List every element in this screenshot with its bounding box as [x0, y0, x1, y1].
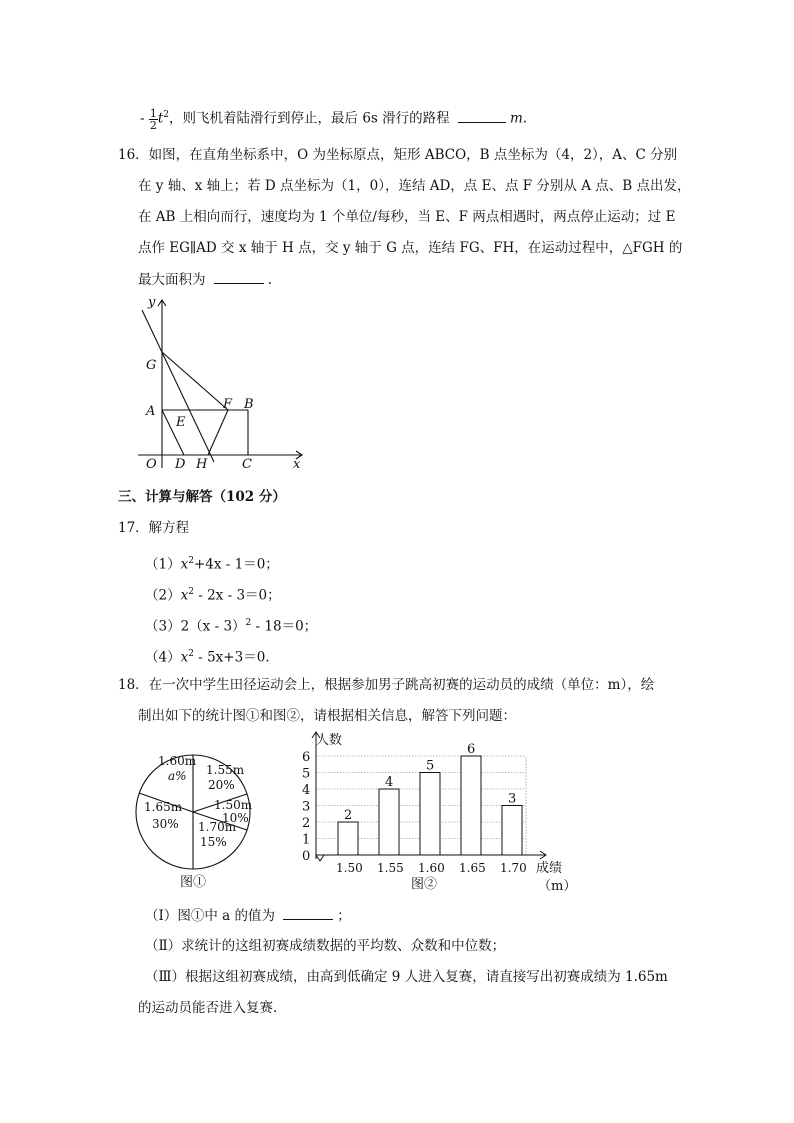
q16-line-4: 点作 EG∥AD 交 x 轴于 H 点，交 y 轴于 G 点，连结 FG、FH，在运动过程中，△FGH 的: [138, 240, 683, 256]
bar-value-label: 2: [344, 808, 353, 823]
label-x: x: [293, 457, 301, 472]
axis-break: [316, 855, 324, 861]
exponent: 2: [245, 618, 252, 628]
frac-numerator: 1: [149, 106, 157, 120]
label-O: O: [146, 457, 157, 472]
label-y: y: [148, 295, 156, 310]
q18-line-1: 18．在一次中学生田径运动会上，根据参加男子跳高初赛的运动员的成绩（单位：m），绘: [118, 677, 655, 693]
item-number: （2）: [145, 587, 181, 604]
label-A: A: [146, 404, 156, 419]
bar-value-label: 4: [385, 775, 394, 790]
y-axis-label: 人数: [316, 733, 343, 748]
q18-sub2: （Ⅱ）求统计的这组初赛成绩数据的平均数、众数和中位数；: [145, 938, 506, 954]
var-t: t: [157, 110, 164, 127]
x-tick-label: 1.60: [418, 861, 445, 875]
q17-title: 17．解方程: [118, 520, 190, 536]
exponent: 2: [188, 649, 194, 659]
q15-text: ，则飞机着陆滑行到停止，最后 6s 滑行的路程: [169, 110, 450, 127]
slice-label-155: 1.55m: [206, 763, 245, 777]
bar: [379, 789, 399, 855]
x-tick-label: 1.50: [336, 861, 363, 875]
bar: [502, 806, 522, 856]
segment-FH: [208, 410, 228, 455]
slice-pct-160: a%: [168, 769, 187, 783]
minus-sign: -: [140, 110, 145, 127]
y-tick-label: 3: [302, 799, 311, 815]
q15-tail: [140, 105, 527, 131]
bar-value-label: 3: [508, 791, 517, 807]
slice-pct-165: 30%: [152, 817, 179, 831]
label-C: C: [242, 457, 252, 472]
slice-pct-170: 15%: [200, 835, 227, 849]
label-D: D: [175, 457, 186, 472]
x-tick-label: 1.55: [377, 861, 404, 875]
bar-caption: 图②: [411, 877, 438, 892]
q16-line-3: 在 AB 上相向而行，速度均为 1 个单位/每秒，当 E、F 两点相遇时，两点停止运动；过 E: [138, 209, 676, 225]
expr-pre: x: [180, 649, 189, 666]
x-axis-unit: （m）: [538, 879, 577, 894]
q18-sub3-line2: 的运动员能否进入复赛.: [138, 1000, 278, 1016]
line-GH: [142, 310, 214, 462]
section-title: 三、计算与解答（102 分）: [118, 489, 286, 505]
q18-sub3-line1: （Ⅲ）根据这组初赛成绩，由高到低确定 9 人进入复赛，请直接写出初赛成绩为 1.65m: [145, 969, 668, 985]
bar: [461, 756, 481, 855]
q16-line-5: [138, 269, 272, 290]
q16-last-text: 最大面积为: [138, 272, 206, 288]
bar-value-label: 5: [426, 758, 435, 774]
expr-post: +4x - 1＝0；: [193, 556, 279, 573]
q17-item-2: [145, 582, 281, 606]
bar-value-label: 6: [467, 742, 476, 757]
bar-chart: [296, 728, 586, 898]
q16-line-1: 16．如图，在直角坐标系中，O 为坐标原点，矩形 ABCO，B 点坐标为（4，2），A、C 分别: [118, 147, 678, 163]
unit: m: [509, 110, 523, 127]
y-tick-label: 6: [302, 750, 311, 765]
label-F: F: [223, 397, 233, 412]
label-B: B: [244, 397, 254, 412]
bar: [420, 773, 440, 856]
slice-label-170: 1.70m: [198, 820, 237, 834]
item-number: （1）: [145, 556, 181, 573]
bar: [338, 822, 358, 855]
period: .: [267, 272, 273, 288]
slice-label-165: 1.65m: [144, 800, 183, 814]
expr-post: - 18＝0；: [251, 618, 318, 635]
answer-blank[interactable]: [214, 269, 264, 284]
item-number: （3）: [145, 618, 181, 635]
label-H: H: [196, 457, 208, 472]
pie-chart: [130, 740, 270, 890]
frac-denominator: 2: [149, 118, 157, 132]
q18-sub1: [145, 905, 351, 926]
y-tick-label: 2: [302, 816, 311, 831]
x-tick-label: 1.65: [459, 861, 486, 875]
y-tick-label: 5: [302, 766, 311, 782]
q17-item-1: [145, 551, 279, 575]
item-number: （4）: [145, 649, 181, 666]
expr-post: - 2x - 3＝0；: [193, 587, 281, 604]
y-tick-label: 4: [302, 783, 311, 798]
y-tick-label: 0: [302, 849, 311, 864]
q17-item-4: [145, 644, 270, 668]
period: .: [522, 110, 528, 127]
slice-label-150: 1.50m: [214, 798, 253, 812]
answer-blank[interactable]: [458, 108, 506, 123]
q16-figure: [130, 290, 310, 475]
x-axis-label: 成绩: [536, 861, 563, 876]
slice-label-160: 1.60m: [158, 754, 197, 768]
expr-pre: 2（x - 3）: [180, 618, 246, 635]
segment-FG: [162, 352, 228, 410]
exponent: 2: [188, 587, 194, 597]
expr-pre: x: [180, 556, 189, 573]
y-tick-label: 1: [302, 832, 311, 848]
sub1-text: （Ⅰ）图①中 a 的值为: [145, 908, 275, 924]
x-tick-label: 1.70: [500, 861, 527, 875]
q17-item-3: [145, 613, 317, 637]
pie-caption: 图①: [180, 875, 207, 890]
label-G: G: [146, 358, 157, 373]
exponent: 2: [163, 110, 170, 120]
expr-post: - 5x+3＝0.: [193, 649, 270, 666]
semicolon: ；: [337, 908, 351, 924]
slice-pct-155: 20%: [208, 778, 235, 792]
answer-blank[interactable]: [283, 905, 333, 920]
q18-line-2: 制出如下的统计图①和图②，请根据相关信息，解答下列问题：: [138, 708, 516, 724]
q16-line-2: 在 y 轴、x 轴上；若 D 点坐标为（1，0），连结 AD，点 E、点 F 分别从 A 点、B 点出发，: [138, 178, 691, 194]
label-E: E: [176, 415, 186, 430]
fraction: [149, 108, 158, 131]
slice-pct-150: 10%: [222, 811, 249, 825]
exponent: 2: [188, 556, 194, 566]
expr-pre: x: [180, 587, 189, 604]
